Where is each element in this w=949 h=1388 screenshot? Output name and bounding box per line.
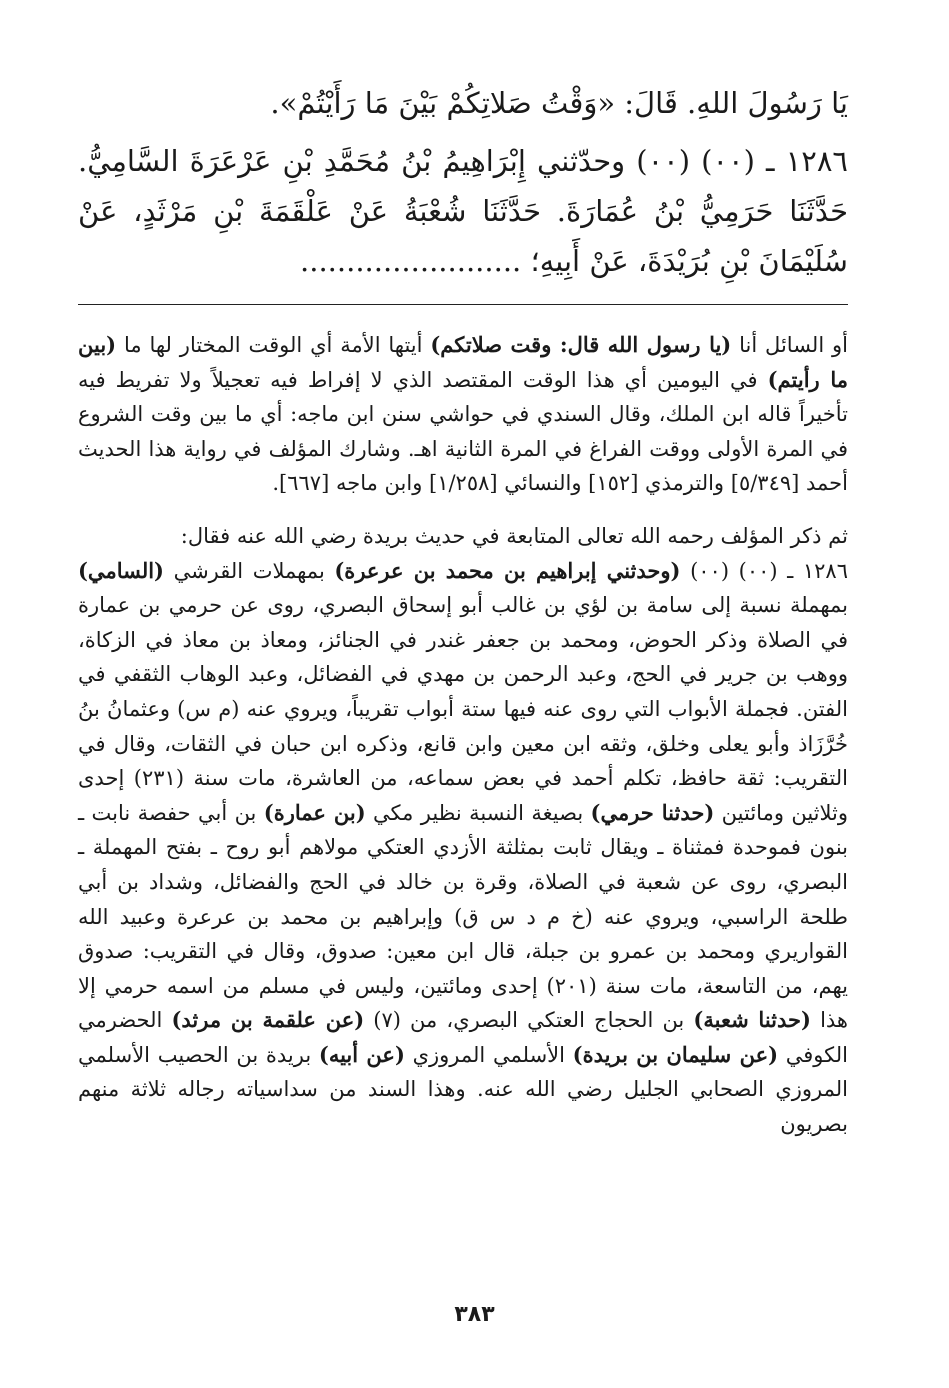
bold-quote: (عن أبيه) bbox=[318, 1041, 405, 1067]
hadith-text bbox=[78, 78, 848, 286]
bold-quote: (عن سليمان بن بريدة) bbox=[572, 1041, 779, 1067]
bold-quote: (حدثنا حرمي) bbox=[590, 799, 715, 825]
hadith-line-1: يَا رَسُولَ اللهِ. قَالَ: «وَقْتُ صَلاتِكُمْ بَيْنَ مَا رَأَيْتُمْ». bbox=[270, 86, 848, 120]
commentary-text: في اليومين أي هذا الوقت المقتصد الذي لا إفراط فيه تعجيلاً ولا تفريط فيه تأخيراً قاله ابن الملك، وقال السندي في حواشي سنن ابن ماجه: أي ما بين وقت الشروع في المرة الأولى ووقت الفراغ في المرة الثانية اهـ. وشارك المؤلف في رواية هذا الحديث أحمد [٥/٣٤٩] والترمذي [١٥٢] والنسائي [١/٢٥٨] وابن ماجه [٦٦٧]. bbox=[78, 367, 848, 496]
page-number: ٣٨٣ bbox=[454, 1302, 495, 1327]
commentary-text: بمهملات القرشي bbox=[164, 558, 335, 583]
commentary-text: بن أبي حفصة نابت ـ بنون فموحدة فمثناة ـ ويقال ثابت بمثلثة الأزدي العتكي مولاهم أبو روح ـ بفتح المهملة ـ البصري، روى عن شعبة في الصلاة، وقرة بن خالد في الحج والفضائل، وشداد بن أبي طلحة الراسبي، ويروي عنه (خ م د س ق) وإبراهيم بن محمد بن عرعرة وعبيد الله القواريري ومحمد بن عمرو بن جبلة، قال ابن معين: صدوق، وقال في التقريب: صدوق يهم، من التاسعة، مات سنة (٢٠١) إحدى ومائتين، وليس في مسلم من اسمه حرمي إلا هذا bbox=[78, 800, 849, 1033]
commentary-text: أو السائل أنا bbox=[731, 333, 848, 357]
bold-quote: (بين ما رأيتم) bbox=[78, 332, 849, 392]
commentary-text: الأسلمي المروزي bbox=[404, 1042, 573, 1067]
bold-quote: (بن عمارة) bbox=[263, 799, 366, 825]
commentary-text: ١٢٨٦ ـ (٠٠) (٠٠) bbox=[680, 558, 848, 583]
commentary bbox=[78, 328, 848, 1142]
hadith-paragraph-1286: ١٢٨٦ ـ (٠٠) (٠٠) وحدّثني إِبْرَاهِيمُ بْنُ مُحَمَّدِ بْنِ عَرْعَرَةَ السَّامِيُّ. حَدَّثَنَا حَرَمِيُّ بْنُ عُمَارَةَ. حَدَّثَنَا شُعْبَةُ عَنْ عَلْقَمَةَ بْنِ مَرْثَدٍ، عَنْ سُلَيْمَانَ بْنِ بُرَيْدَةَ، عَنْ أَبِيهِ؛ ........................ bbox=[78, 144, 848, 278]
bold-quote: (السامي) bbox=[78, 557, 164, 583]
commentary-paragraph-2: ثم ذكر المؤلف رحمه الله تعالى المتابعة في حديث بريدة رضي الله عنه فقال: bbox=[180, 523, 848, 548]
commentary-text: بصيغة النسبة نظير مكي bbox=[365, 800, 591, 825]
bold-quote: (وحدثني إبراهيم بن محمد بن عرعرة) bbox=[334, 557, 681, 583]
bold-quote: (عن علقمة بن مرثد) bbox=[171, 1007, 365, 1033]
commentary-paragraph-3 bbox=[78, 554, 848, 1142]
commentary-text: بمهملة نسبة إلى سامة بن لؤي بن غالب أبو إسحاق البصري، روى عن حرمي بن عمارة في الصلاة وذكر الحوض، ومحمد بن جعفر غندر في الجنائز، ومعاذ بن معاذ في الزكاة، ووهب بن جرير في الحج، وعبد الرحمن بن مهدي في الفضائل، وعبد الوهاب الثقفي في الفتن. فجملة الأبواب التي روى عنه فيها ستة أبواب تقريباً، ويروي عنه (م س) وعثمانُ بنُ خُرَّزَاذ وأبو يعلى وخلق، وثقه ابن معين وابن قانع، وذكره ابن حبان في الثقات، وقال في التقريب: ثقة حافظ، تكلم أحمد في بعض سماعه، من العاشرة، مات سنة (٢٣١) إحدى وثلاثين ومائتين bbox=[78, 593, 849, 825]
bold-quote: (حدثنا شعبة) bbox=[693, 1007, 811, 1033]
commentary-text: بريدة بن الحصيب الأسلمي المروزي الصحابي الجليل رضي الله عنه. وهذا السند من سداسياته رجاله ثلاثة منهم بصريون bbox=[78, 1042, 848, 1137]
commentary-paragraph-1 bbox=[78, 328, 848, 501]
page-body bbox=[78, 78, 849, 1137]
commentary-text: الحضرمي الكوفي bbox=[78, 1008, 848, 1067]
commentary-text: بن الحجاج العتكي البصري، من (٧) bbox=[364, 1008, 694, 1033]
footnote-divider bbox=[78, 304, 848, 305]
bold-quote: (يا رسول الله قال: وقت صلاتكم) bbox=[430, 332, 732, 357]
commentary-text: أيتها الأمة أي الوقت المختار لها ما bbox=[116, 333, 431, 357]
